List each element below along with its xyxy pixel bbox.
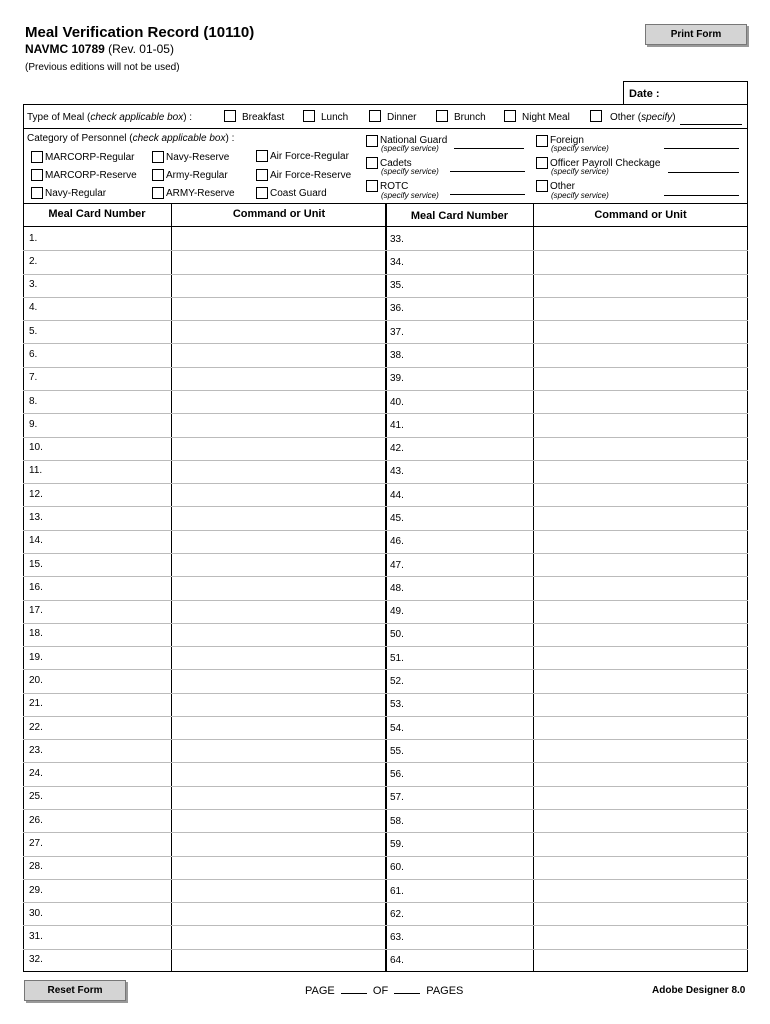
command-cell-left[interactable] bbox=[172, 367, 385, 390]
command-cell-right[interactable] bbox=[534, 437, 748, 460]
foreign-specify-note: (specify service) bbox=[551, 144, 609, 153]
army-regular-label: Army-Regular bbox=[166, 170, 228, 181]
lunch-checkbox[interactable] bbox=[303, 110, 315, 122]
brunch-checkbox[interactable] bbox=[436, 110, 448, 122]
foreign-label: Foreign bbox=[550, 135, 584, 146]
command-cell-right[interactable] bbox=[534, 576, 748, 599]
page-number-field[interactable] bbox=[341, 993, 367, 994]
row-number-right: 59. bbox=[390, 839, 404, 850]
row-number-left: 30. bbox=[29, 908, 43, 919]
army-reserve-checkbox[interactable] bbox=[152, 187, 164, 199]
meal-card-cell-left[interactable] bbox=[42, 274, 171, 297]
row-number-right: 36. bbox=[390, 303, 404, 314]
other-personnel-specify-note: (specify service) bbox=[551, 191, 609, 200]
meal-card-cell-left[interactable] bbox=[42, 227, 171, 250]
command-cell-left[interactable] bbox=[172, 925, 385, 948]
row-number-left: 1. bbox=[29, 233, 38, 244]
officer-payroll-label: Officer Payroll Checkage bbox=[550, 158, 661, 169]
meal-card-cell-right[interactable] bbox=[406, 297, 533, 320]
coast-guard-checkbox[interactable] bbox=[256, 187, 268, 199]
dinner-label: Dinner bbox=[387, 112, 417, 123]
command-cell-right[interactable] bbox=[534, 600, 748, 623]
meal-card-cell-right[interactable] bbox=[406, 646, 533, 669]
foreign-checkbox[interactable] bbox=[536, 135, 548, 147]
command-cell-left[interactable] bbox=[172, 297, 385, 320]
row-number-left: 2. bbox=[29, 256, 38, 267]
meal-card-cell-right[interactable] bbox=[406, 530, 533, 553]
rotc-specify-note: (specify service) bbox=[381, 191, 439, 200]
command-cell-left[interactable] bbox=[172, 530, 385, 553]
air-force-reserve-checkbox[interactable] bbox=[256, 169, 268, 181]
meal-card-cell-right[interactable] bbox=[406, 879, 533, 902]
row-number-right: 47. bbox=[390, 560, 404, 571]
row-number-left: 28. bbox=[29, 861, 43, 872]
command-cell-left[interactable] bbox=[172, 506, 385, 529]
breakfast-label: Breakfast bbox=[242, 112, 285, 123]
meal-card-cell-right[interactable] bbox=[406, 413, 533, 436]
meal-card-cell-left[interactable] bbox=[42, 902, 171, 925]
national-guard-specify-note: (specify service) bbox=[381, 144, 439, 153]
command-cell-right[interactable] bbox=[534, 390, 748, 413]
row-number-left: 32. bbox=[29, 954, 43, 965]
cadets-checkbox[interactable] bbox=[366, 157, 378, 169]
row-number-right: 37. bbox=[390, 327, 404, 338]
row-number-right: 52. bbox=[390, 676, 404, 687]
meal-card-cell-left[interactable] bbox=[42, 367, 171, 390]
row-number-left: 4. bbox=[29, 302, 38, 313]
meal-card-cell-left[interactable] bbox=[42, 669, 171, 692]
command-cell-right[interactable] bbox=[534, 274, 748, 297]
meal-card-cell-right[interactable] bbox=[406, 390, 533, 413]
officer-payroll-specify-note: (specify service) bbox=[551, 167, 609, 176]
dinner-checkbox[interactable] bbox=[369, 110, 381, 122]
row-number-right: 58. bbox=[390, 816, 404, 827]
command-cell-right[interactable] bbox=[534, 343, 748, 366]
command-cell-right[interactable] bbox=[534, 413, 748, 436]
meal-card-cell-right[interactable] bbox=[406, 669, 533, 692]
other-meal-specify-field[interactable] bbox=[680, 124, 742, 125]
command-cell-left[interactable] bbox=[172, 343, 385, 366]
meal-card-cell-right[interactable] bbox=[406, 925, 533, 948]
command-cell-left[interactable] bbox=[172, 786, 385, 809]
meal-card-cell-left[interactable] bbox=[42, 413, 171, 436]
national-guard-specify-field[interactable] bbox=[454, 148, 524, 149]
meal-card-cell-right[interactable] bbox=[406, 832, 533, 855]
marcorp-reserve-checkbox[interactable] bbox=[31, 169, 43, 181]
row-number-right: 51. bbox=[390, 653, 404, 664]
row-number-left: 15. bbox=[29, 559, 43, 570]
marcorp-reserve-label: MARCORP-Reserve bbox=[45, 170, 137, 181]
row-number-right: 60. bbox=[390, 862, 404, 873]
row-number-right: 63. bbox=[390, 932, 404, 943]
meal-card-cell-left[interactable] bbox=[42, 320, 171, 343]
row-number-left: 7. bbox=[29, 372, 38, 383]
row-number-right: 49. bbox=[390, 606, 404, 617]
rotc-specify-field[interactable] bbox=[450, 194, 525, 195]
meal-card-cell-left[interactable] bbox=[42, 925, 171, 948]
total-pages-field[interactable] bbox=[394, 993, 420, 994]
command-cell-left[interactable] bbox=[172, 949, 385, 972]
navy-regular-checkbox[interactable] bbox=[31, 187, 43, 199]
meal-card-cell-left[interactable] bbox=[42, 762, 171, 785]
lunch-label: Lunch bbox=[321, 112, 349, 123]
command-cell-right[interactable] bbox=[534, 320, 748, 343]
row-number-left: 8. bbox=[29, 396, 38, 407]
meal-card-cell-right[interactable] bbox=[406, 250, 533, 273]
command-header-right: Command or Unit bbox=[594, 209, 687, 221]
meal-card-cell-left[interactable] bbox=[42, 483, 171, 506]
form-id: NAVMC 10789 bbox=[25, 42, 105, 56]
command-cell-left[interactable] bbox=[172, 437, 385, 460]
air-force-regular-checkbox[interactable] bbox=[256, 150, 268, 162]
row-number-left: 23. bbox=[29, 745, 43, 756]
of-label: OF bbox=[372, 985, 389, 997]
command-cell-right[interactable] bbox=[534, 367, 748, 390]
meal-card-header-right: Meal Card Number bbox=[410, 210, 509, 222]
command-cell-left[interactable] bbox=[172, 600, 385, 623]
meal-card-cell-right[interactable] bbox=[406, 809, 533, 832]
meal-card-cell-left[interactable] bbox=[42, 553, 171, 576]
form-title: Meal Verification Record (10110) bbox=[25, 24, 255, 41]
meal-card-cell-right[interactable] bbox=[406, 343, 533, 366]
row-number-left: 20. bbox=[29, 675, 43, 686]
row-number-right: 40. bbox=[390, 397, 404, 408]
command-cell-right[interactable] bbox=[534, 716, 748, 739]
meal-card-cell-left[interactable] bbox=[42, 879, 171, 902]
command-cell-right[interactable] bbox=[534, 530, 748, 553]
meal-card-cell-right[interactable] bbox=[406, 762, 533, 785]
command-cell-right[interactable] bbox=[534, 646, 748, 669]
breakfast-checkbox[interactable] bbox=[224, 110, 236, 122]
divider bbox=[23, 128, 748, 129]
meal-card-cell-left[interactable] bbox=[42, 390, 171, 413]
row-number-right: 54. bbox=[390, 723, 404, 734]
row-number-left: 10. bbox=[29, 442, 43, 453]
command-cell-right[interactable] bbox=[534, 925, 748, 948]
command-cell-left[interactable] bbox=[172, 390, 385, 413]
brunch-label: Brunch bbox=[454, 112, 486, 123]
command-cell-left[interactable] bbox=[172, 902, 385, 925]
row-number-left: 24. bbox=[29, 768, 43, 779]
foreign-specify-field[interactable] bbox=[664, 148, 739, 149]
meal-card-cell-left[interactable] bbox=[42, 693, 171, 716]
night-meal-label: Night Meal bbox=[522, 112, 570, 123]
row-number-left: 11. bbox=[29, 465, 43, 476]
row-number-left: 5. bbox=[29, 326, 38, 337]
meal-card-cell-right[interactable] bbox=[406, 274, 533, 297]
row-number-right: 34. bbox=[390, 257, 404, 268]
air-force-regular-label: Air Force-Regular bbox=[270, 151, 349, 162]
meal-card-cell-right[interactable] bbox=[406, 902, 533, 925]
command-cell-left[interactable] bbox=[172, 832, 385, 855]
meal-type-label: Type of Meal (check applicable box) : bbox=[27, 112, 193, 123]
row-number-right: 62. bbox=[390, 909, 404, 920]
meal-card-cell-right[interactable] bbox=[406, 506, 533, 529]
command-header-left: Command or Unit bbox=[232, 208, 326, 220]
command-cell-left[interactable] bbox=[172, 460, 385, 483]
meal-card-cell-left[interactable] bbox=[42, 949, 171, 972]
row-number-right: 57. bbox=[390, 792, 404, 803]
row-number-left: 6. bbox=[29, 349, 38, 360]
command-cell-right[interactable] bbox=[534, 623, 748, 646]
row-number-left: 31. bbox=[29, 931, 43, 942]
row-number-left: 16. bbox=[29, 582, 43, 593]
date-field[interactable] bbox=[623, 81, 748, 105]
meal-card-cell-right[interactable] bbox=[406, 460, 533, 483]
command-cell-right[interactable] bbox=[534, 553, 748, 576]
row-number-left: 25. bbox=[29, 791, 43, 802]
meal-card-cell-left[interactable] bbox=[42, 716, 171, 739]
row-number-left: 14. bbox=[29, 535, 43, 546]
row-number-left: 19. bbox=[29, 652, 43, 663]
form-number bbox=[25, 42, 174, 56]
row-number-right: 56. bbox=[390, 769, 404, 780]
command-cell-left[interactable] bbox=[172, 413, 385, 436]
army-regular-checkbox[interactable] bbox=[152, 169, 164, 181]
navy-reserve-label: Navy-Reserve bbox=[166, 152, 230, 163]
row-number-left: 12. bbox=[29, 489, 43, 500]
meal-card-cell-right[interactable] bbox=[406, 623, 533, 646]
national-guard-label: National Guard bbox=[380, 135, 448, 146]
meal-card-cell-right[interactable] bbox=[406, 576, 533, 599]
command-cell-left[interactable] bbox=[172, 553, 385, 576]
meal-card-cell-left[interactable] bbox=[42, 343, 171, 366]
command-cell-left[interactable] bbox=[172, 646, 385, 669]
date-label: Date : bbox=[629, 88, 660, 100]
row-number-right: 55. bbox=[390, 746, 404, 757]
marcorp-regular-checkbox[interactable] bbox=[31, 151, 43, 163]
command-cell-right[interactable] bbox=[534, 460, 748, 483]
rotc-checkbox[interactable] bbox=[366, 180, 378, 192]
night-meal-checkbox[interactable] bbox=[504, 110, 516, 122]
meal-card-cell-right[interactable] bbox=[406, 320, 533, 343]
row-number-right: 44. bbox=[390, 490, 404, 501]
row-number-right: 41. bbox=[390, 420, 404, 431]
command-cell-right[interactable] bbox=[534, 949, 748, 972]
meal-card-cell-right[interactable] bbox=[406, 716, 533, 739]
meal-card-cell-left[interactable] bbox=[42, 600, 171, 623]
meal-type-row bbox=[23, 104, 748, 128]
meal-card-cell-left[interactable] bbox=[42, 739, 171, 762]
command-cell-left[interactable] bbox=[172, 879, 385, 902]
row-number-right: 33. bbox=[390, 234, 404, 245]
designer-credit: Adobe Designer 8.0 bbox=[652, 985, 746, 996]
command-cell-left[interactable] bbox=[172, 623, 385, 646]
air-force-reserve-label: Air Force-Reserve bbox=[270, 170, 352, 181]
row-number-left: 27. bbox=[29, 838, 43, 849]
cadets-specify-field[interactable] bbox=[450, 171, 525, 172]
page-label: PAGE bbox=[305, 985, 335, 997]
meal-card-cell-right[interactable] bbox=[406, 949, 533, 972]
command-cell-right[interactable] bbox=[534, 762, 748, 785]
command-cell-right[interactable] bbox=[534, 483, 748, 506]
command-cell-right[interactable] bbox=[534, 506, 748, 529]
row-number-left: 29. bbox=[29, 885, 43, 896]
command-cell-left[interactable] bbox=[172, 250, 385, 273]
command-cell-left[interactable] bbox=[172, 739, 385, 762]
row-number-left: 22. bbox=[29, 722, 43, 733]
command-cell-right[interactable] bbox=[534, 297, 748, 320]
row-number-left: 18. bbox=[29, 628, 43, 639]
meal-card-cell-left[interactable] bbox=[42, 437, 171, 460]
meal-card-cell-left[interactable] bbox=[42, 623, 171, 646]
command-cell-left[interactable] bbox=[172, 809, 385, 832]
row-number-right: 38. bbox=[390, 350, 404, 361]
command-cell-right[interactable] bbox=[534, 856, 748, 879]
command-cell-left[interactable] bbox=[172, 716, 385, 739]
reset-form-button[interactable]: Reset Form bbox=[24, 980, 126, 1001]
national-guard-checkbox[interactable] bbox=[366, 135, 378, 147]
meal-card-cell-right[interactable] bbox=[406, 553, 533, 576]
army-reserve-label: ARMY-Reserve bbox=[166, 188, 235, 199]
meal-card-cell-left[interactable] bbox=[42, 506, 171, 529]
navy-regular-label: Navy-Regular bbox=[45, 188, 107, 199]
command-cell-left[interactable] bbox=[172, 762, 385, 785]
other-personnel-specify-field[interactable] bbox=[664, 195, 739, 196]
row-number-left: 21. bbox=[29, 698, 43, 709]
meal-card-cell-right[interactable] bbox=[406, 367, 533, 390]
row-number-right: 50. bbox=[390, 629, 404, 640]
row-number-right: 45. bbox=[390, 513, 404, 524]
row-number-left: 9. bbox=[29, 419, 38, 430]
other-meal-checkbox[interactable] bbox=[590, 110, 602, 122]
row-number-right: 43. bbox=[390, 466, 404, 477]
row-number-right: 42. bbox=[390, 443, 404, 454]
meal-card-cell-left[interactable] bbox=[42, 832, 171, 855]
command-cell-left[interactable] bbox=[172, 274, 385, 297]
rotc-label: ROTC bbox=[380, 181, 409, 192]
command-cell-right[interactable] bbox=[534, 879, 748, 902]
marcorp-regular-label: MARCORP-Regular bbox=[45, 152, 135, 163]
meal-card-cell-left[interactable] bbox=[42, 297, 171, 320]
command-cell-right[interactable] bbox=[534, 809, 748, 832]
form-revision: (Rev. 01-05) bbox=[108, 42, 174, 56]
command-cell-left[interactable] bbox=[172, 576, 385, 599]
row-number-right: 64. bbox=[390, 955, 404, 966]
command-cell-left[interactable] bbox=[172, 320, 385, 343]
row-number-right: 39. bbox=[390, 373, 404, 384]
row-number-right: 53. bbox=[390, 699, 404, 710]
other-personnel-label: Other bbox=[550, 181, 576, 192]
command-cell-right[interactable] bbox=[534, 250, 748, 273]
page-count bbox=[305, 985, 463, 997]
pages-label: PAGES bbox=[426, 985, 464, 997]
editions-note: (Previous editions will not be used) bbox=[25, 62, 180, 73]
command-cell-right[interactable] bbox=[534, 832, 748, 855]
row-number-right: 35. bbox=[390, 280, 404, 291]
other-meal-label: Other (specify) bbox=[610, 112, 676, 123]
meal-card-cell-right[interactable] bbox=[406, 227, 533, 250]
other-personnel-checkbox[interactable] bbox=[536, 180, 548, 192]
row-number-right: 46. bbox=[390, 536, 404, 547]
print-form-button[interactable]: Print Form bbox=[645, 24, 747, 45]
row-number-left: 13. bbox=[29, 512, 43, 523]
command-cell-left[interactable] bbox=[172, 483, 385, 506]
command-cell-left[interactable] bbox=[172, 227, 385, 250]
cadets-label: Cadets bbox=[380, 158, 412, 169]
meal-card-cell-right[interactable] bbox=[406, 856, 533, 879]
meal-card-cell-left[interactable] bbox=[42, 530, 171, 553]
coast-guard-label: Coast Guard bbox=[270, 188, 327, 199]
meal-card-cell-right[interactable] bbox=[406, 693, 533, 716]
command-cell-right[interactable] bbox=[534, 786, 748, 809]
navy-reserve-checkbox[interactable] bbox=[152, 151, 164, 163]
meal-card-cell-left[interactable] bbox=[42, 856, 171, 879]
command-cell-right[interactable] bbox=[534, 669, 748, 692]
meal-card-cell-left[interactable] bbox=[42, 786, 171, 809]
row-number-left: 3. bbox=[29, 279, 38, 290]
personnel-label: Category of Personnel (check applicable box) : bbox=[27, 133, 235, 144]
row-number-right: 61. bbox=[390, 886, 404, 897]
meal-card-cell-left[interactable] bbox=[42, 250, 171, 273]
cadets-specify-note: (specify service) bbox=[381, 167, 439, 176]
command-cell-right[interactable] bbox=[534, 739, 748, 762]
row-number-left: 17. bbox=[29, 605, 43, 616]
meal-card-cell-right[interactable] bbox=[406, 786, 533, 809]
meal-card-header-left: Meal Card Number bbox=[48, 208, 146, 220]
meal-card-cell-left[interactable] bbox=[42, 576, 171, 599]
command-cell-left[interactable] bbox=[172, 693, 385, 716]
meal-card-cell-left[interactable] bbox=[42, 460, 171, 483]
row-number-right: 48. bbox=[390, 583, 404, 594]
meal-card-cell-left[interactable] bbox=[42, 809, 171, 832]
command-cell-right[interactable] bbox=[534, 902, 748, 925]
command-cell-right[interactable] bbox=[534, 227, 748, 250]
meal-card-cell-right[interactable] bbox=[406, 483, 533, 506]
meal-card-cell-right[interactable] bbox=[406, 437, 533, 460]
officer-payroll-specify-field[interactable] bbox=[668, 172, 739, 173]
meal-card-cell-left[interactable] bbox=[42, 646, 171, 669]
command-cell-left[interactable] bbox=[172, 669, 385, 692]
meal-card-cell-right[interactable] bbox=[406, 739, 533, 762]
command-cell-right[interactable] bbox=[534, 693, 748, 716]
command-cell-left[interactable] bbox=[172, 856, 385, 879]
row-number-left: 26. bbox=[29, 815, 43, 826]
meal-card-cell-right[interactable] bbox=[406, 600, 533, 623]
officer-payroll-checkbox[interactable] bbox=[536, 157, 548, 169]
